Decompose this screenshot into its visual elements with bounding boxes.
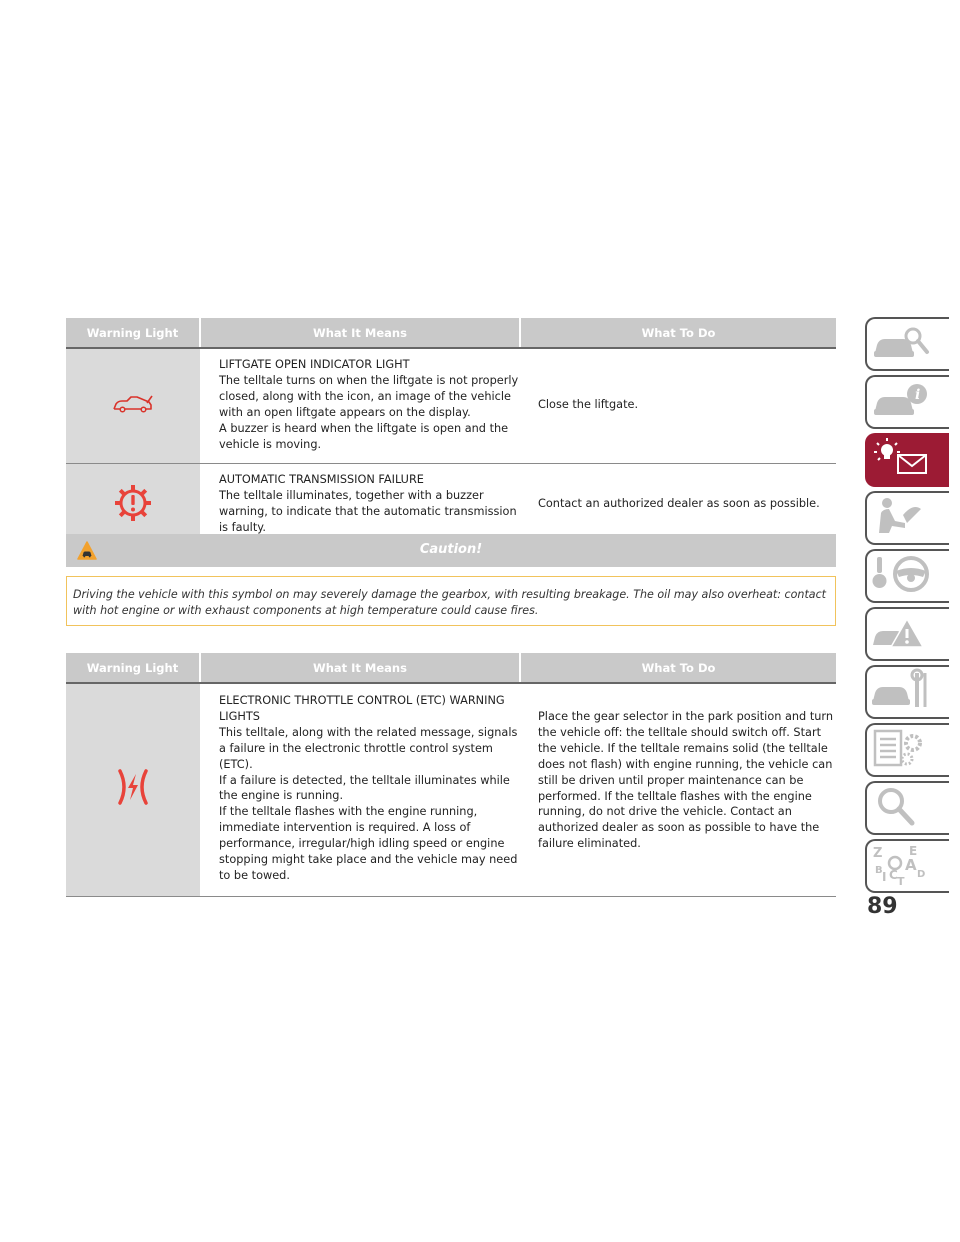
tab-warning-lights[interactable]: [865, 433, 949, 487]
caution-box: [66, 576, 836, 626]
svg-text:i: i: [915, 387, 921, 403]
row-title: AUTOMATIC TRANSMISSION FAILURE: [219, 473, 424, 487]
header-what-to-do: What To Do: [520, 318, 836, 348]
header-what-it-means: What It Means: [200, 653, 520, 683]
warning-lights-table-1: [66, 318, 836, 548]
car-maintenance-icon: [867, 667, 937, 713]
header-what-to-do: What To Do: [520, 653, 836, 683]
page-number: 89: [867, 894, 898, 919]
row-title: LIFTGATE OPEN INDICATOR LIGHT: [219, 358, 410, 371]
header-what-it-means: What It Means: [200, 318, 520, 348]
row-means: This telltale, along with the related message, signals a failure in the electronic throttle control system (ETC). If a failure is detected, the telltale illuminates while the engine is running. If the telltale flashes with the engine running, immediate intervention is required. A loss of performance, irregular/high idling speed or engine stopping might take place and the vehicle may need to be towed.: [219, 725, 518, 882]
svg-text:C: C: [889, 868, 898, 882]
tab-starting-driving[interactable]: [865, 549, 949, 603]
warning-lights-table-2: [66, 653, 836, 897]
svg-text:T: T: [897, 875, 905, 887]
header-warning-light: Warning Light: [66, 318, 200, 348]
caution-title: Caution!: [419, 542, 483, 557]
table-row: [66, 348, 836, 464]
tab-car-info[interactable]: [865, 375, 949, 429]
steering-wheel-start-icon: [867, 551, 937, 597]
tab-search[interactable]: [865, 781, 949, 835]
tab-servicing[interactable]: [865, 665, 949, 719]
liftgate-open-icon: [66, 348, 200, 464]
svg-text:I: I: [882, 870, 887, 884]
warning-lights-messages-icon: [867, 435, 937, 481]
tab-car-search[interactable]: [865, 317, 949, 371]
caution-header: [66, 534, 836, 567]
svg-text:B: B: [875, 865, 883, 876]
car-emergency-icon: [867, 609, 937, 655]
row-todo: Contact an authorized dealer as soon as possible.: [520, 464, 836, 548]
row-title: ELECTRONIC THROTTLE CONTROL (ETC) WARNING LIGHTS: [219, 694, 505, 723]
tab-emergency[interactable]: [865, 607, 949, 661]
svg-text:A: A: [905, 856, 917, 874]
svg-text:Z: Z: [873, 846, 883, 861]
car-search-icon: [867, 319, 937, 365]
svg-text:E: E: [909, 844, 918, 858]
electronic-throttle-control-icon: [66, 683, 200, 896]
tab-technical-specifications[interactable]: [865, 723, 949, 777]
table-row: [66, 683, 836, 896]
alphabetical-index-icon: [867, 841, 937, 887]
svg-text:D: D: [917, 869, 926, 880]
header-warning-light: Warning Light: [66, 653, 200, 683]
safety-airbag-icon: [867, 493, 937, 539]
tab-safety[interactable]: [865, 491, 949, 545]
row-todo: Place the gear selector in the park position and turn the vehicle off: the telltale should switch off. Start the vehicle. If the telltale remains solid (the telltale does not flash) with engine running, the vehicle can still be driven until proper maintenance can be performed. If the telltale flashes with the engine running, do not drive the vehicle. Contact an authorized dealer as soon as possible to have the failure eliminated.: [520, 683, 836, 896]
tab-index[interactable]: [865, 839, 949, 893]
technical-specs-icon: [867, 725, 937, 771]
row-todo: Close the liftgate.: [520, 348, 836, 464]
magnifier-icon: [867, 783, 937, 829]
caution-text: Driving the vehicle with this symbol on may severely damage the gearbox, with resulting breakage. The oil may also overheat: contact with hot engine or with exhaust components at high temperature could cause fires.: [73, 588, 827, 617]
car-info-icon: [867, 377, 937, 423]
row-means: The telltale illuminates, together with a buzzer warning, to indicate that the automatic transmission is faulty.: [219, 489, 517, 535]
row-means: The telltale turns on when the liftgate is not properly closed, along with the icon, an image of the vehicle with an open liftgate appears on the display. A buzzer is heard when the liftgate is open and the vehicle is moving.: [219, 373, 519, 451]
